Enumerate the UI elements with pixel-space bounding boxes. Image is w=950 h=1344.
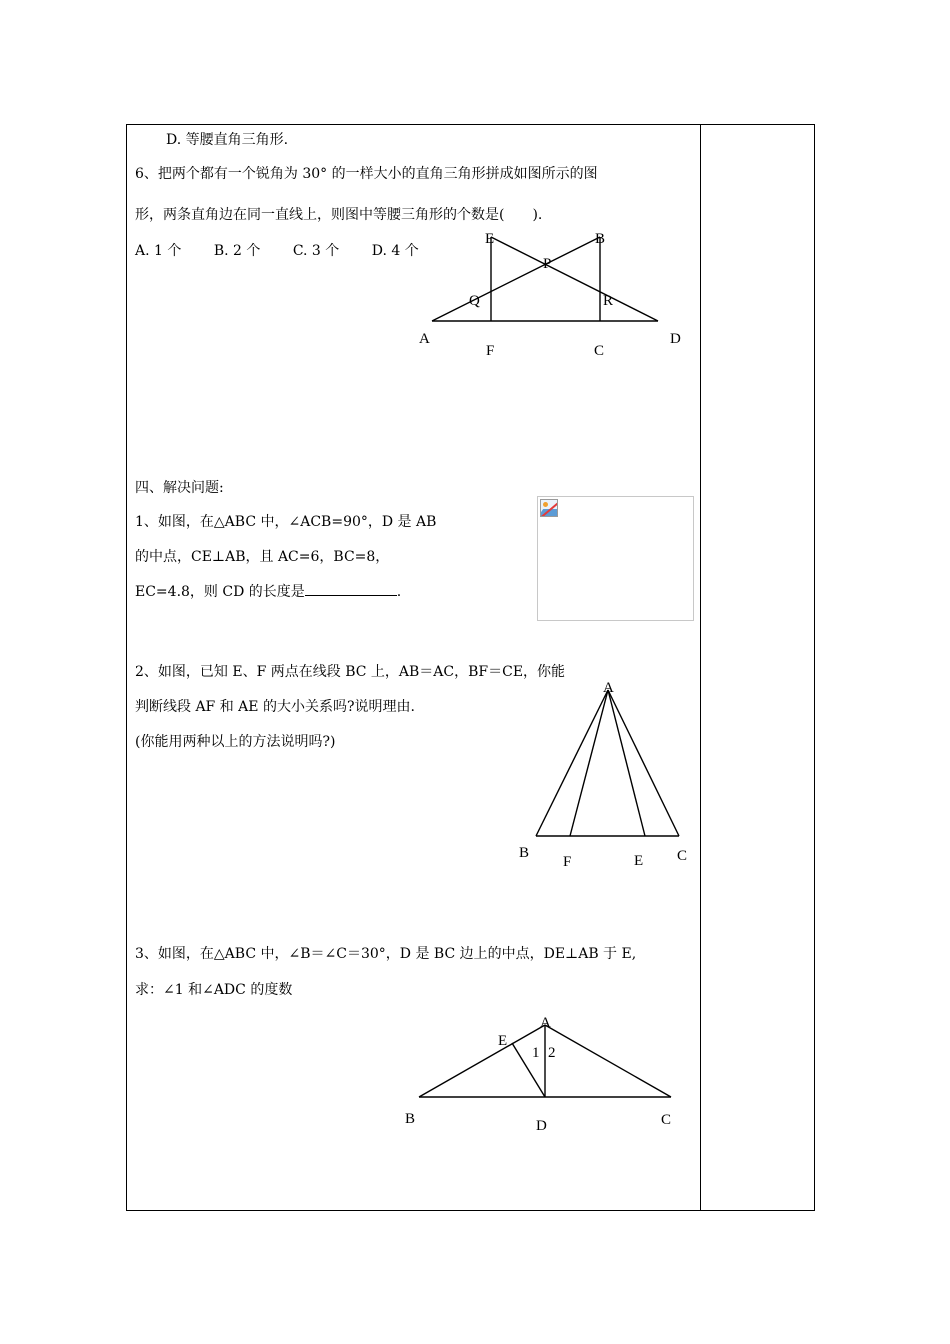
p3-label-a: A <box>540 1015 551 1031</box>
q6-label-b: B <box>595 231 606 247</box>
q6-options: A. 1 个 B. 2 个 C. 3 个 D. 4 个 <box>135 243 419 259</box>
p2-line-ae <box>608 690 645 836</box>
q6-label-e: E <box>485 231 495 247</box>
q6-label-p: P <box>543 256 552 272</box>
q6-label-c: C <box>594 343 605 359</box>
p3-label-d: D <box>536 1118 547 1134</box>
p2-line1: 2、如图，已知 E、F 两点在线段 BC 上，AB＝AC，BF＝CE，你能 <box>135 664 566 680</box>
q6-line1: 6、把两个都有一个锐角为 30° 的一样大小的直角三角形拼成如图所示的图 <box>135 166 598 182</box>
p2-label-c: C <box>677 848 688 864</box>
p3-label-c: C <box>661 1112 672 1128</box>
p1-line2: 的中点，CE⊥AB，且 AC=6，BC=8， <box>135 549 390 565</box>
p2-line2: 判断线段 AF 和 AE 的大小关系吗?说明理由. <box>135 699 415 715</box>
p3-label-angle2: 2 <box>548 1045 556 1061</box>
p2-line3: (你能用两种以上的方法说明吗?) <box>135 734 336 750</box>
q6-label-q: Q <box>469 293 480 309</box>
p1-line3 <box>135 581 401 602</box>
p3-line1: 3、如图，在△ABC 中，∠B＝∠C＝30°，D 是 BC 边上的中点，DE⊥AB 于 E, <box>135 946 637 962</box>
p2-label-b: B <box>519 845 530 861</box>
p2-label-e: E <box>634 853 644 869</box>
p2-line-af <box>570 690 608 836</box>
q6-label-f: F <box>486 343 495 359</box>
p3-label-b: B <box>405 1111 416 1127</box>
p2-line-ac <box>608 690 679 836</box>
q6-line2: 形，两条直角边在同一直线上，则图中等腰三角形的个数是( ). <box>135 207 543 223</box>
p2-label-f: F <box>563 854 572 870</box>
p3-label-angle1: 1 <box>532 1045 540 1061</box>
missing-image-placeholder <box>537 496 694 621</box>
p3-line2: 求：∠1 和∠ADC 的度数 <box>135 982 293 998</box>
p1-line1: 1、如图，在△ABC 中，∠ACB=90°，D 是 AB <box>135 514 437 530</box>
p2-label-a: A <box>603 680 614 696</box>
p2-figure <box>536 690 679 836</box>
q6-figure-labels <box>419 231 681 359</box>
broken-image-icon <box>540 499 558 517</box>
q6-label-a: A <box>419 331 430 347</box>
p3-figure <box>419 1025 671 1097</box>
p2-line-ab <box>536 690 608 836</box>
p3-line-de <box>512 1043 545 1097</box>
q6-label-d: D <box>670 331 681 347</box>
p1-line3-end: . <box>396 584 402 600</box>
q6-label-r: R <box>603 293 614 309</box>
p3-label-e: E <box>498 1033 508 1049</box>
q5-option-d: D. 等腰直角三角形. <box>166 132 289 148</box>
p3-line-ab <box>419 1025 545 1097</box>
section4-heading: 四、解决问题: <box>135 480 224 496</box>
p1-line3-text: EC=4.8，则 CD 的长度是 <box>135 584 305 600</box>
q6-figure <box>432 237 658 321</box>
answer-blank[interactable] <box>305 581 397 596</box>
p3-line-ac <box>545 1025 671 1097</box>
